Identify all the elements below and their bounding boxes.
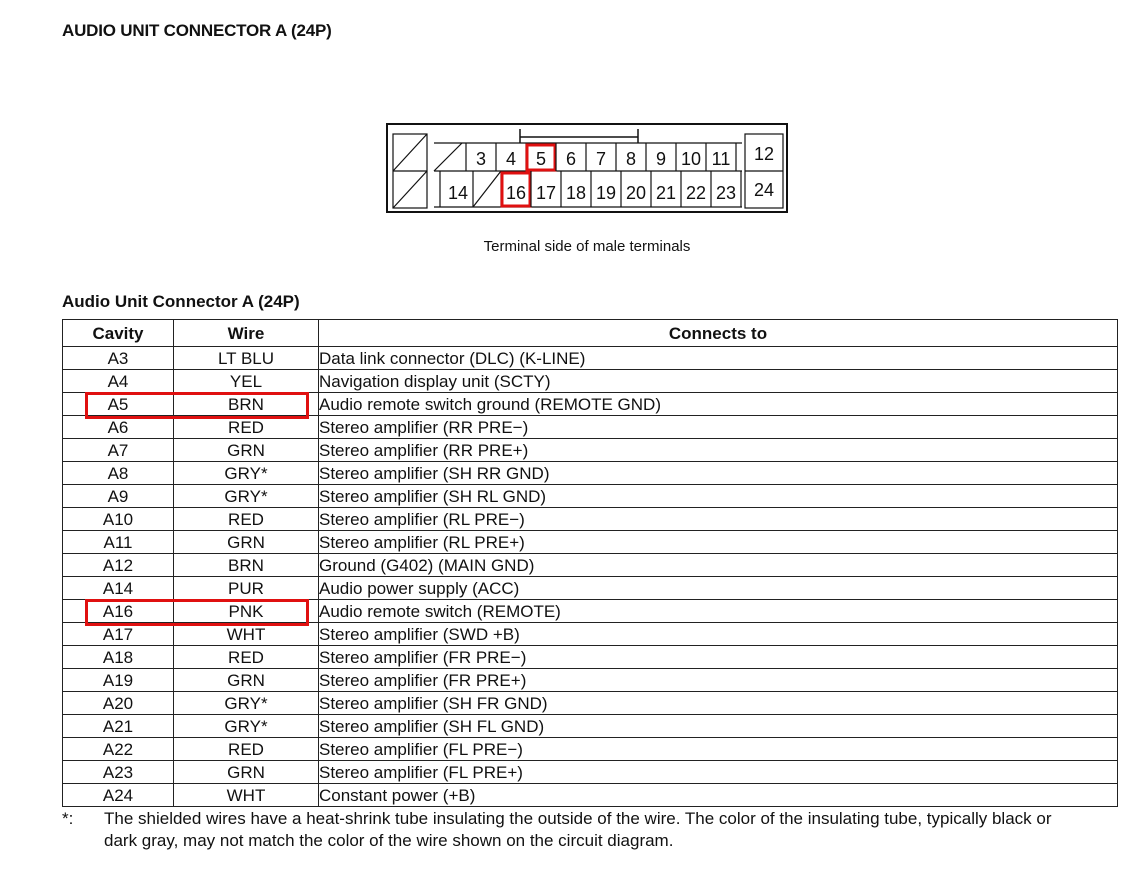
pin-23-label: 23 — [715, 183, 737, 203]
table-row — [63, 531, 1118, 554]
cell-cavity: A9 — [63, 485, 174, 508]
table-wrap — [62, 319, 1117, 807]
cell-wire: RED — [174, 738, 319, 761]
table-row — [63, 692, 1118, 715]
cell-wire: GRN — [174, 439, 319, 462]
cell-connects-to: Stereo amplifier (RL PRE−) — [319, 508, 1118, 531]
table-row — [63, 508, 1118, 531]
header-wire: Wire — [174, 320, 319, 347]
table-row — [63, 600, 1118, 623]
cell-wire: GRN — [174, 669, 319, 692]
cell-wire: GRN — [174, 531, 319, 554]
cell-wire: PUR — [174, 577, 319, 600]
cell-cavity: A18 — [63, 646, 174, 669]
cell-wire: BRN — [174, 554, 319, 577]
cell-wire: PNK — [174, 600, 319, 623]
pin-14-label: 14 — [447, 183, 469, 203]
cell-connects-to: Audio power supply (ACC) — [319, 577, 1118, 600]
cell-connects-to: Stereo amplifier (RR PRE+) — [319, 439, 1118, 462]
header-cavity: Cavity — [63, 320, 174, 347]
cell-wire: RED — [174, 416, 319, 439]
cell-wire: WHT — [174, 784, 319, 807]
pin-22-label: 22 — [685, 183, 707, 203]
table-row — [63, 715, 1118, 738]
cell-connects-to: Stereo amplifier (RL PRE+) — [319, 531, 1118, 554]
table-header-row — [63, 320, 1118, 347]
cell-cavity: A11 — [63, 531, 174, 554]
cell-wire: GRY* — [174, 715, 319, 738]
cell-cavity: A24 — [63, 784, 174, 807]
cell-cavity: A10 — [63, 508, 174, 531]
cell-connects-to: Stereo amplifier (SH RL GND) — [319, 485, 1118, 508]
pin-10-label: 10 — [680, 149, 702, 169]
pin-16-label: 16 — [505, 183, 527, 203]
cell-connects-to: Stereo amplifier (FR PRE+) — [319, 669, 1118, 692]
pin-17-label: 17 — [535, 183, 557, 203]
cell-cavity: A12 — [63, 554, 174, 577]
cell-cavity: A20 — [63, 692, 174, 715]
footnote-text: The shielded wires have a heat-shrink tube insulating the outside of the wire. The color of the insulating tube, typically black or dark gray, may not match the color of the wire shown on the circuit diagram. — [104, 809, 1052, 850]
cell-wire: GRY* — [174, 485, 319, 508]
connector-diagram — [386, 123, 788, 213]
cell-cavity: A4 — [63, 370, 174, 393]
table-row — [63, 554, 1118, 577]
pin-8-label: 8 — [625, 149, 637, 169]
cell-cavity: A14 — [63, 577, 174, 600]
cell-cavity: A3 — [63, 347, 174, 370]
page-title: AUDIO UNIT CONNECTOR A (24P) — [62, 21, 332, 40]
cell-cavity: A8 — [63, 462, 174, 485]
cell-cavity: A22 — [63, 738, 174, 761]
cell-cavity: A16 — [63, 600, 174, 623]
cell-cavity: A23 — [63, 761, 174, 784]
table-row — [63, 370, 1118, 393]
pin-21-label: 21 — [655, 183, 677, 203]
footnote-mark: *: — [62, 809, 74, 828]
cell-connects-to: Stereo amplifier (SH FL GND) — [319, 715, 1118, 738]
cell-connects-to: Stereo amplifier (FR PRE−) — [319, 646, 1118, 669]
cell-cavity: A5 — [63, 393, 174, 416]
table-row — [63, 577, 1118, 600]
pin-3-label: 3 — [475, 149, 487, 169]
footnote — [62, 808, 1062, 852]
table-body — [63, 347, 1118, 807]
table-row — [63, 646, 1118, 669]
cell-wire: RED — [174, 646, 319, 669]
cell-wire: RED — [174, 508, 319, 531]
pin-9-label: 9 — [655, 149, 667, 169]
cell-connects-to: Stereo amplifier (RR PRE−) — [319, 416, 1118, 439]
cell-connects-to: Data link connector (DLC) (K-LINE) — [319, 347, 1118, 370]
cell-connects-to: Constant power (+B) — [319, 784, 1118, 807]
cell-connects-to: Audio remote switch (REMOTE) — [319, 600, 1118, 623]
table-row — [63, 416, 1118, 439]
table-row — [63, 393, 1118, 416]
cell-connects-to: Stereo amplifier (SH RR GND) — [319, 462, 1118, 485]
cell-wire: WHT — [174, 623, 319, 646]
table-row — [63, 439, 1118, 462]
cell-wire: YEL — [174, 370, 319, 393]
header-connects-to: Connects to — [319, 320, 1118, 347]
pin-6-label: 6 — [565, 149, 577, 169]
pin-4-label: 4 — [505, 149, 517, 169]
cell-connects-to: Navigation display unit (SCTY) — [319, 370, 1118, 393]
pin-20-label: 20 — [625, 183, 647, 203]
cell-wire: LT BLU — [174, 347, 319, 370]
pin-19-label: 19 — [595, 183, 617, 203]
cell-connects-to: Stereo amplifier (FL PRE−) — [319, 738, 1118, 761]
table-row — [63, 784, 1118, 807]
cell-connects-to: Ground (G402) (MAIN GND) — [319, 554, 1118, 577]
cell-cavity: A21 — [63, 715, 174, 738]
table-row — [63, 623, 1118, 646]
cell-connects-to: Stereo amplifier (SH FR GND) — [319, 692, 1118, 715]
cell-cavity: A7 — [63, 439, 174, 462]
cell-wire: GRY* — [174, 462, 319, 485]
table-row — [63, 669, 1118, 692]
table-row — [63, 485, 1118, 508]
cell-wire: GRY* — [174, 692, 319, 715]
pin-7-label: 7 — [595, 149, 607, 169]
cell-cavity: A19 — [63, 669, 174, 692]
table-title: Audio Unit Connector A (24P) — [62, 292, 300, 311]
cell-connects-to: Audio remote switch ground (REMOTE GND) — [319, 393, 1118, 416]
cell-wire: GRN — [174, 761, 319, 784]
wire-table — [62, 319, 1118, 807]
table-row — [63, 761, 1118, 784]
table-row — [63, 462, 1118, 485]
table-row — [63, 347, 1118, 370]
cell-cavity: A6 — [63, 416, 174, 439]
pin-18-label: 18 — [565, 183, 587, 203]
pin-24-label: 24 — [753, 180, 775, 200]
cell-cavity: A17 — [63, 623, 174, 646]
table-row — [63, 738, 1118, 761]
cell-wire: BRN — [174, 393, 319, 416]
cell-connects-to: Stereo amplifier (FL PRE+) — [319, 761, 1118, 784]
cell-connects-to: Stereo amplifier (SWD +B) — [319, 623, 1118, 646]
pin-5-label: 5 — [535, 149, 547, 169]
pin-11-label: 11 — [711, 149, 731, 169]
connector-caption: Terminal side of male terminals — [483, 238, 691, 255]
pin-12-label: 12 — [753, 144, 775, 164]
